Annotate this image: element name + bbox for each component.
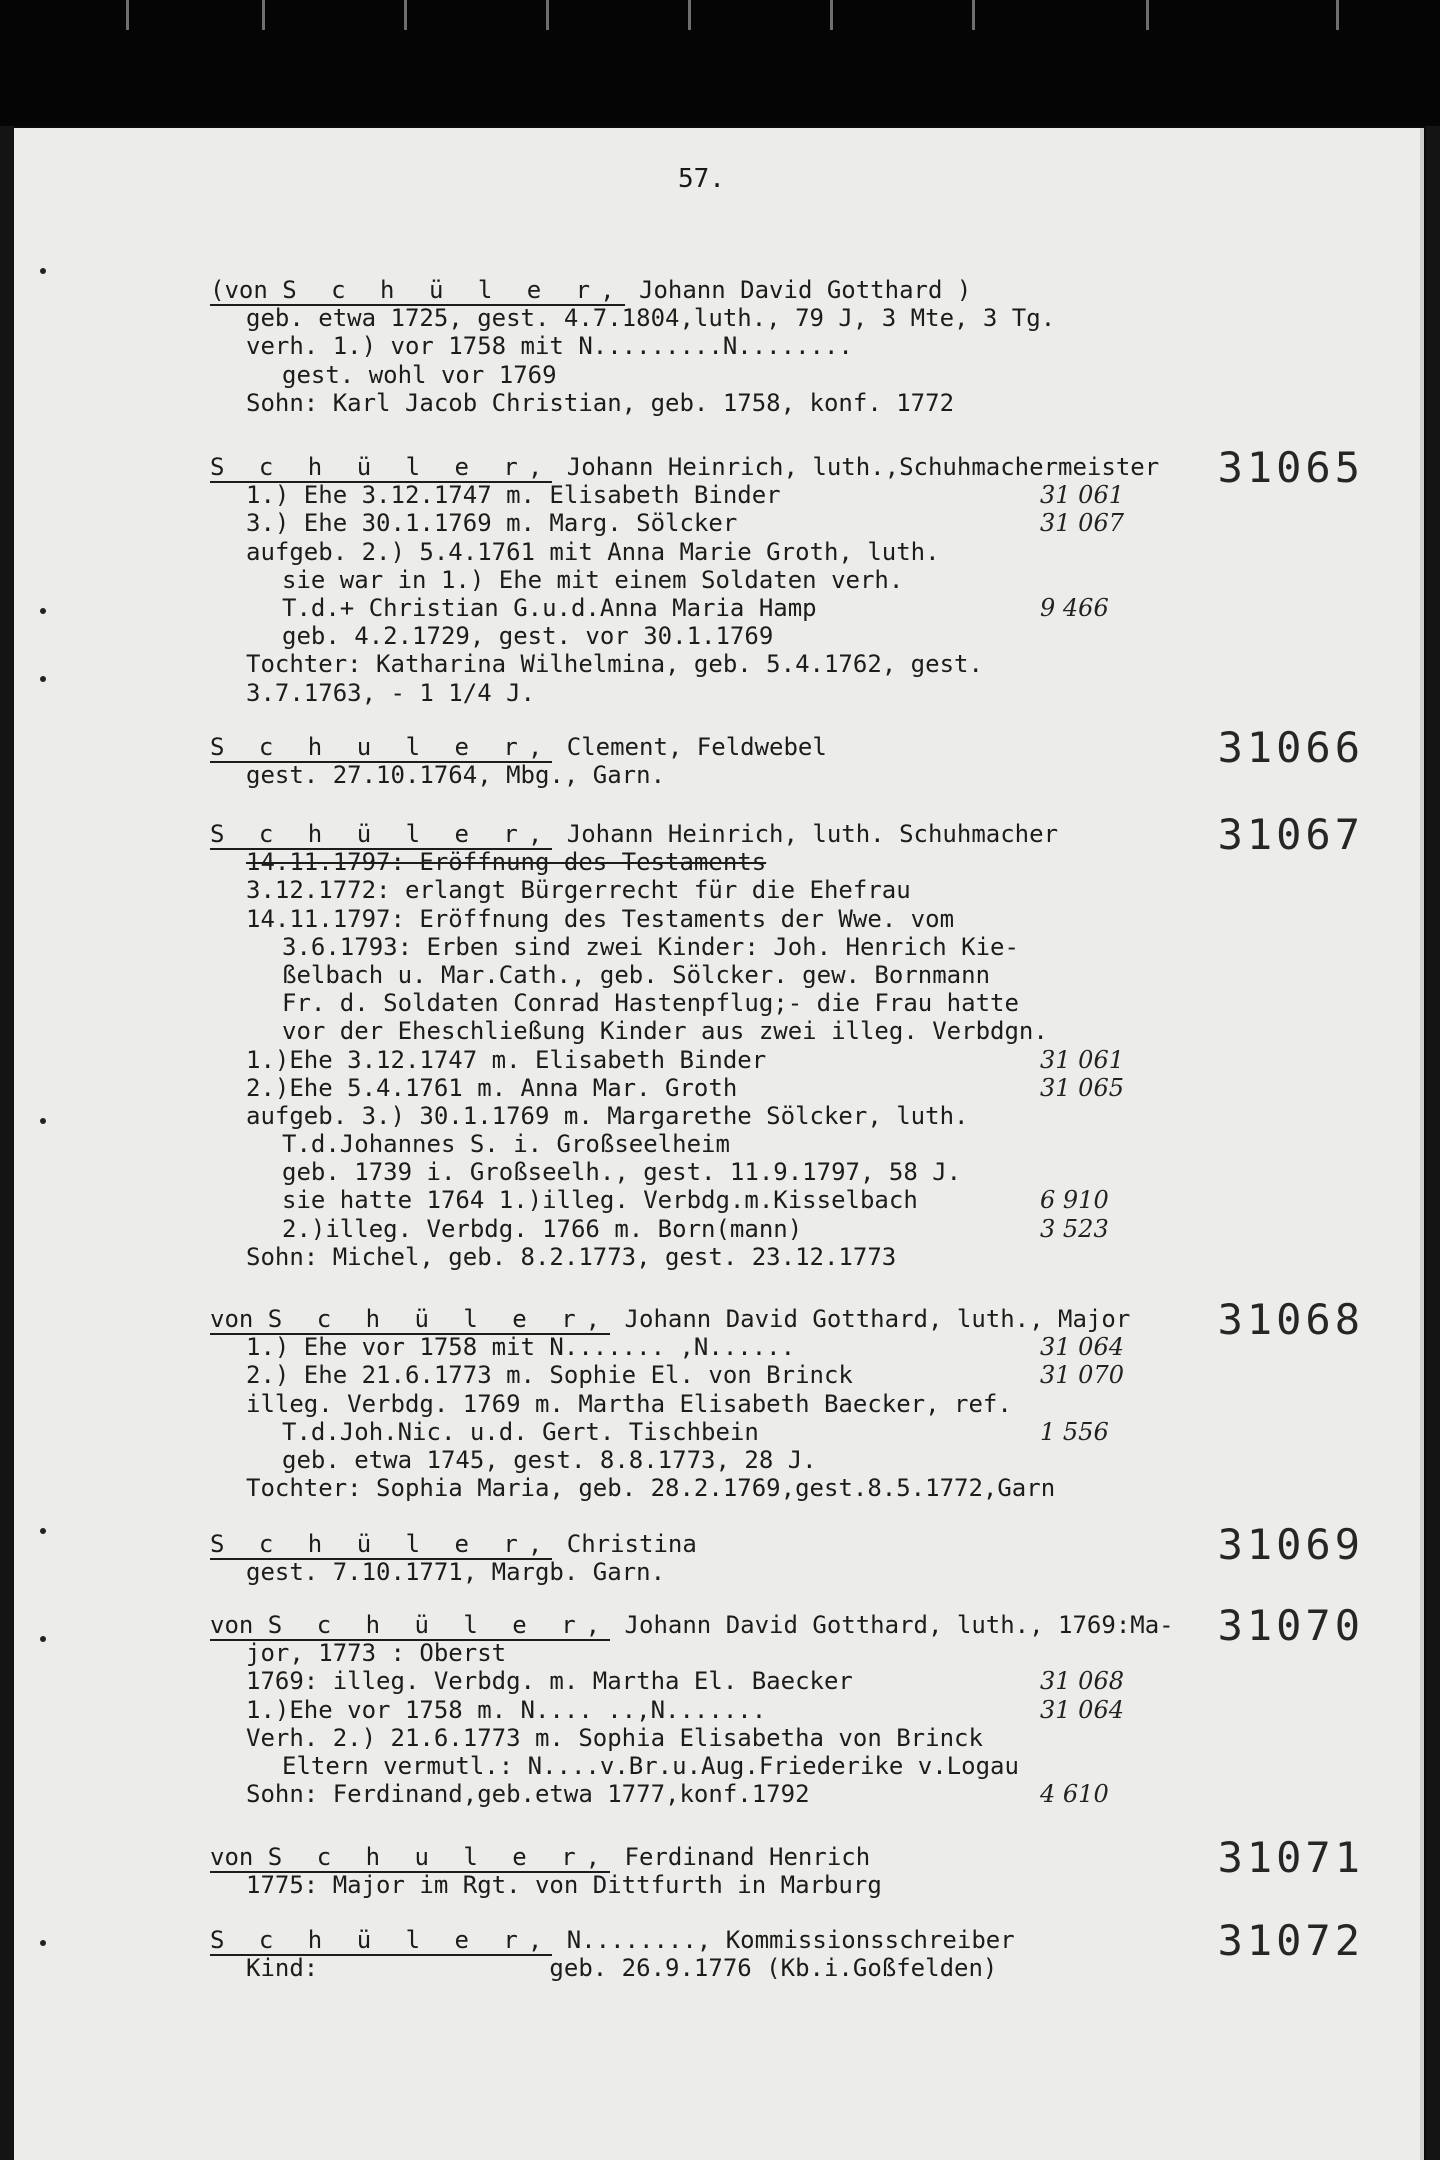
entry-line	[210, 1017, 1260, 1045]
given-names: Johann David Gotthard )	[624, 276, 972, 304]
entry-line	[210, 1696, 1260, 1724]
entry-line	[210, 679, 1260, 707]
line-text: 1.)Ehe vor 1758 m. N.... ..,N.......	[246, 1695, 767, 1724]
register-entry	[210, 1843, 1260, 1899]
frame-tick	[404, 0, 407, 30]
line-text: 3.12.1772: erlangt Bürgerrecht für die Ehefrau	[246, 876, 911, 905]
line-text: geb. etwa 1745, gest. 8.8.1773, 28 J.	[282, 1445, 817, 1474]
entry-line	[210, 538, 1260, 566]
line-text: sie war in 1.) Ehe mit einem Soldaten verh.	[282, 565, 904, 594]
line-text: 1.)Ehe 3.12.1747 m. Elisabeth Binder	[246, 1045, 767, 1074]
register-entry	[210, 1305, 1260, 1502]
handwritten-reference: 31 065	[1040, 1073, 1124, 1102]
entry-line	[210, 1446, 1260, 1474]
entry-line	[210, 905, 1260, 933]
line-text: 1.) Ehe vor 1758 mit N....... ,N......	[246, 1333, 796, 1362]
entry-line	[210, 1954, 1260, 1982]
given-names: Ferdinand Henrich	[610, 1843, 871, 1871]
entry-line	[210, 304, 1260, 332]
entry-number: 31069	[1217, 1520, 1364, 1569]
entry-line	[210, 1871, 1260, 1899]
handwritten-reference: 3 523	[1040, 1214, 1109, 1243]
entry-number: 31068	[1217, 1295, 1364, 1344]
entry-line	[210, 481, 1260, 509]
line-text: Tochter: Sophia Maria, geb. 28.2.1769,gest.8.5.1772,Garn	[246, 1474, 1056, 1503]
entry-heading	[210, 1926, 1260, 1954]
entry-line	[210, 1130, 1260, 1158]
entry-line	[210, 622, 1260, 650]
entry-line	[210, 848, 1260, 876]
line-text: 2.)Ehe 5.4.1761 m. Anna Mar. Groth	[246, 1073, 738, 1102]
entry-number: 31070	[1217, 1601, 1364, 1650]
line-text: gest. 27.10.1764, Mbg., Garn.	[246, 761, 666, 790]
line-text: T.d.Johannes S. i. Großseelheim	[282, 1130, 730, 1159]
register-entry	[210, 1611, 1260, 1808]
handwritten-reference: 31 064	[1040, 1695, 1124, 1724]
register-entry	[210, 1926, 1260, 1982]
entry-line	[210, 1558, 1260, 1586]
margin-mark	[40, 676, 46, 682]
frame-tick	[126, 0, 129, 30]
margin-mark	[40, 1636, 46, 1642]
name-prefix: (von	[210, 276, 283, 304]
register-entry	[210, 453, 1260, 707]
entry-line	[210, 361, 1260, 389]
line-text: Sohn: Ferdinand,geb.etwa 1777,konf.1792	[246, 1780, 810, 1809]
line-text: Kind: geb. 26.9.1776 (Kb.i.Goßfelden)	[246, 1954, 998, 1983]
line-text: sie hatte 1764 1.)illeg. Verbdg.m.Kisselbach	[282, 1186, 918, 1215]
line-text: Eltern vermutl.: N....v.Br.u.Aug.Friederike v.Logau	[282, 1751, 1019, 1780]
entry-heading	[210, 1530, 1260, 1558]
entry-line	[210, 650, 1260, 678]
frame-tick	[1146, 0, 1149, 30]
line-text: 14.11.1797: Eröffnung des Testaments	[246, 848, 767, 877]
entry-line	[210, 1639, 1260, 1667]
given-names: Johann David Gotthard, luth., 1769:Ma-	[610, 1611, 1174, 1639]
handwritten-reference: 6 910	[1040, 1186, 1109, 1215]
entry-line	[210, 761, 1260, 789]
entry-line	[210, 1474, 1260, 1502]
line-text: illeg. Verbdg. 1769 m. Martha Elisabeth Baecker, ref.	[246, 1389, 1012, 1418]
entry-line	[210, 989, 1260, 1017]
line-text: 3.) Ehe 30.1.1769 m. Marg. Sölcker	[246, 509, 738, 538]
line-text: 1775: Major im Rgt. von Dittfurth in Marburg	[246, 1871, 882, 1900]
handwritten-reference: 4 610	[1040, 1780, 1109, 1809]
line-text: aufgeb. 2.) 5.4.1761 mit Anna Marie Groth, luth.	[246, 537, 940, 566]
line-text: vor der Eheschließung Kinder aus zwei illeg. Verbdgn.	[282, 1017, 1048, 1046]
line-text: Verh. 2.) 21.6.1773 m. Sophia Elisabetha von Brinck	[246, 1723, 983, 1752]
handwritten-reference: 31 068	[1040, 1667, 1124, 1696]
entry-line	[210, 1102, 1260, 1130]
surname: S c h u l e r,	[210, 733, 553, 761]
margin-mark	[40, 268, 46, 274]
line-text: Sohn: Karl Jacob Christian, geb. 1758, konf. 1772	[246, 388, 955, 417]
entry-heading	[210, 820, 1260, 848]
line-text: aufgeb. 3.) 30.1.1769 m. Margarethe Sölcker, luth.	[246, 1101, 969, 1130]
line-text: Sohn: Michel, geb. 8.2.1773, gest. 23.12.1773	[246, 1242, 897, 1271]
handwritten-reference: 31 061	[1040, 1045, 1124, 1074]
entry-heading	[210, 1611, 1260, 1639]
entry-line	[210, 1390, 1260, 1418]
entry-heading	[210, 1305, 1260, 1333]
margin-mark	[40, 608, 46, 614]
frame-tick	[688, 0, 691, 30]
entry-line	[210, 1752, 1260, 1780]
given-names: Christina	[552, 1530, 697, 1558]
margin-mark	[40, 1528, 46, 1534]
register-entry	[210, 276, 1260, 417]
given-names: Johann David Gotthard, luth., Major	[610, 1305, 1131, 1333]
entry-heading	[210, 276, 1260, 304]
entry-line	[210, 1186, 1260, 1214]
line-text: jor, 1773 : Oberst	[246, 1639, 507, 1668]
document-page	[14, 128, 1424, 2160]
line-text: 3.6.1793: Erben sind zwei Kinder: Joh. Henrich Kie-	[282, 932, 1019, 961]
surname: S c h ü l e r,	[267, 1305, 611, 1333]
entry-line	[210, 876, 1260, 904]
entry-line	[210, 594, 1260, 622]
register-entry	[210, 820, 1260, 1271]
page-edge	[1420, 128, 1424, 2160]
entry-number: 31065	[1217, 443, 1364, 492]
entry-line	[210, 933, 1260, 961]
entry-number: 31067	[1217, 810, 1364, 859]
frame-tick	[1336, 0, 1339, 30]
entry-line	[210, 1215, 1260, 1243]
margin-mark	[40, 1940, 46, 1946]
line-text: Tochter: Katharina Wilhelmina, geb. 5.4.1762, gest.	[246, 650, 983, 679]
line-text: 1.) Ehe 3.12.1747 m. Elisabeth Binder	[246, 481, 781, 510]
film-edge-right	[1426, 126, 1440, 2160]
surname: S c h ü l e r,	[210, 1530, 553, 1558]
frame-tick	[830, 0, 833, 30]
line-text: 14.11.1797: Eröffnung des Testaments der Wwe. vom	[246, 904, 955, 933]
entry-line	[210, 1243, 1260, 1271]
entry-line	[210, 1158, 1260, 1186]
entry-line	[210, 1046, 1260, 1074]
entry-number: 31072	[1217, 1916, 1364, 1965]
line-text: 2.)illeg. Verbdg. 1766 m. Born(mann)	[282, 1214, 803, 1243]
margin-mark	[40, 1118, 46, 1124]
surname: S c h ü l e r,	[282, 276, 625, 304]
handwritten-reference: 31 067	[1040, 509, 1124, 538]
entry-line	[210, 509, 1260, 537]
entry-line	[210, 332, 1260, 360]
handwritten-reference: 9 466	[1040, 593, 1109, 622]
frame-tick	[972, 0, 975, 30]
frame-tick	[262, 0, 265, 30]
given-names: Johann Heinrich, luth.,Schuhmachermeister	[552, 453, 1160, 481]
register-entry	[210, 733, 1260, 789]
surname: S c h ü l e r,	[267, 1611, 611, 1639]
entry-line	[210, 961, 1260, 989]
given-names: Johann Heinrich, luth. Schuhmacher	[552, 820, 1059, 848]
surname: S c h ü l e r,	[210, 820, 553, 848]
entry-heading	[210, 1843, 1260, 1871]
line-text: ßelbach u. Mar.Cath., geb. Sölcker. gew. Bornmann	[282, 960, 991, 989]
handwritten-reference: 31 061	[1040, 481, 1124, 510]
entry-line	[210, 1361, 1260, 1389]
entry-line	[210, 566, 1260, 594]
entry-heading	[210, 453, 1260, 481]
entry-number: 31066	[1217, 723, 1364, 772]
line-text: 2.) Ehe 21.6.1773 m. Sophie El. von Brinck	[246, 1361, 853, 1390]
name-prefix: von	[210, 1611, 268, 1639]
line-text: geb. 4.2.1729, gest. vor 30.1.1769	[282, 622, 774, 651]
entry-line	[210, 1780, 1260, 1808]
line-text: T.d.Joh.Nic. u.d. Gert. Tischbein	[282, 1417, 759, 1446]
surname: S c h ü l e r,	[210, 1926, 553, 1954]
line-text: gest. wohl vor 1769	[282, 360, 557, 389]
entry-heading	[210, 733, 1260, 761]
given-names: N........, Kommissionsschreiber	[552, 1926, 1015, 1954]
line-text: 3.7.1763, - 1 1/4 J.	[246, 678, 535, 707]
entry-line	[210, 1418, 1260, 1446]
line-text: T.d.+ Christian G.u.d.Anna Maria Hamp	[282, 593, 817, 622]
page-number: 57.	[678, 164, 725, 194]
entry-line	[210, 1724, 1260, 1752]
surname: S c h u l e r,	[267, 1843, 611, 1871]
register-entry	[210, 1530, 1260, 1586]
name-prefix: von	[210, 1305, 268, 1333]
film-strip-top	[0, 0, 1440, 126]
line-text: 1769: illeg. Verbdg. m. Martha El. Baecker	[246, 1667, 853, 1696]
entry-line	[210, 1074, 1260, 1102]
line-text: verh. 1.) vor 1758 mit N.........N........	[246, 332, 853, 361]
name-prefix: von	[210, 1843, 268, 1871]
line-text: geb. 1739 i. Großseelh., gest. 11.9.1797, 58 J.	[282, 1158, 962, 1187]
handwritten-reference: 31 064	[1040, 1333, 1124, 1362]
film-edge-left	[0, 126, 14, 2160]
handwritten-reference: 1 556	[1040, 1417, 1109, 1446]
frame-tick	[546, 0, 549, 30]
entry-line	[210, 1333, 1260, 1361]
entry-line	[210, 1667, 1260, 1695]
line-text: Fr. d. Soldaten Conrad Hastenpflug;- die Frau hatte	[282, 989, 1019, 1018]
entry-line	[210, 389, 1260, 417]
surname: S c h ü l e r,	[210, 453, 553, 481]
handwritten-reference: 31 070	[1040, 1361, 1124, 1390]
given-names: Clement, Feldwebel	[552, 733, 827, 761]
entry-number: 31071	[1217, 1833, 1364, 1882]
line-text: geb. etwa 1725, gest. 4.7.1804,luth., 79 J, 3 Mte, 3 Tg.	[246, 304, 1056, 333]
line-text: gest. 7.10.1771, Margb. Garn.	[246, 1558, 666, 1587]
